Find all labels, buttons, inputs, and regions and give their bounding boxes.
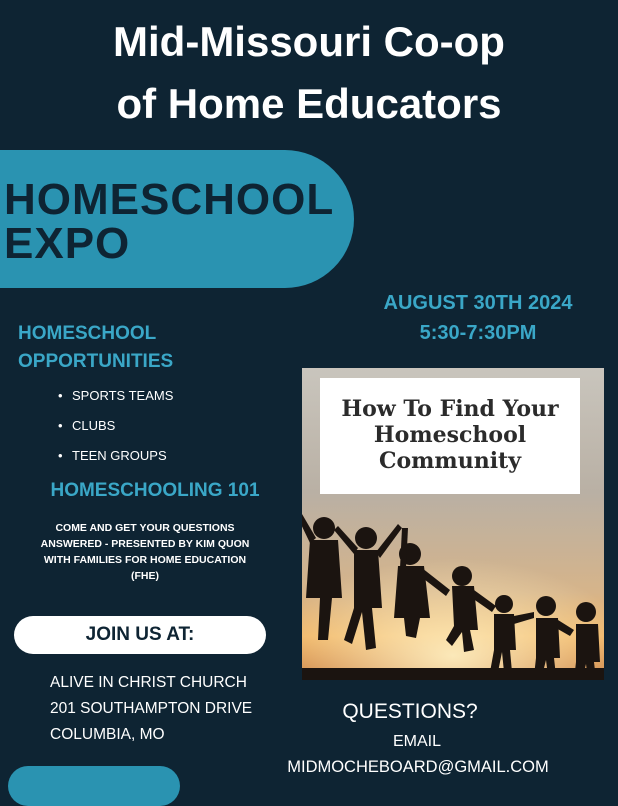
- list-item: • CLUBS: [58, 418, 116, 433]
- hs101-description: COME AND GET YOUR QUESTIONS ANSWERED - PRESENTED BY KIM QUON WITH FAMILIES FOR HOME EDUCATION (FHE): [40, 522, 250, 582]
- venue-address: [50, 670, 252, 748]
- opportunities-heading: [18, 320, 173, 376]
- venue-name: ALIVE IN CHRIST CHURCH: [50, 674, 247, 691]
- expo-title-line1: HOMESCHOOL: [4, 175, 335, 224]
- opportunities-heading-line2: OPPORTUNITIES: [18, 351, 174, 372]
- questions-label: QUESTIONS?: [342, 700, 478, 723]
- email-label: EMAIL: [392, 733, 441, 750]
- page-title-line1: Mid-Missouri Co-op: [113, 18, 505, 65]
- venue-street: 201 SOUTHAMPTON DRIVE: [50, 700, 253, 717]
- expo-title-line2: EXPO: [4, 219, 131, 268]
- decorative-pill: [8, 766, 180, 806]
- event-time: 5:30-7:30PM: [419, 322, 537, 344]
- list-item: • TEEN GROUPS: [58, 448, 167, 463]
- photo-caption-line2: Homeschool: [373, 422, 527, 448]
- page-title-line2: of Home Educators: [116, 80, 502, 127]
- photo-caption-line1: How To Find Your: [341, 396, 559, 422]
- email-address[interactable]: MIDMOCHEBOARD@GMAIL.COM: [287, 758, 549, 776]
- join-us-label: JOIN US AT:: [14, 616, 266, 654]
- hs101-heading: HOMESCHOOLING 101: [50, 480, 260, 501]
- photo-caption-card: [320, 378, 580, 494]
- list-item: • SPORTS TEAMS: [58, 388, 174, 403]
- opportunities-list: [58, 384, 173, 474]
- venue-city: COLUMBIA, MO: [50, 726, 165, 743]
- expo-title: [4, 175, 335, 268]
- photo-caption-line3: Community: [378, 448, 522, 474]
- event-date: AUGUST 30TH 2024: [383, 292, 573, 314]
- opportunities-heading-line1: HOMESCHOOL: [18, 323, 157, 344]
